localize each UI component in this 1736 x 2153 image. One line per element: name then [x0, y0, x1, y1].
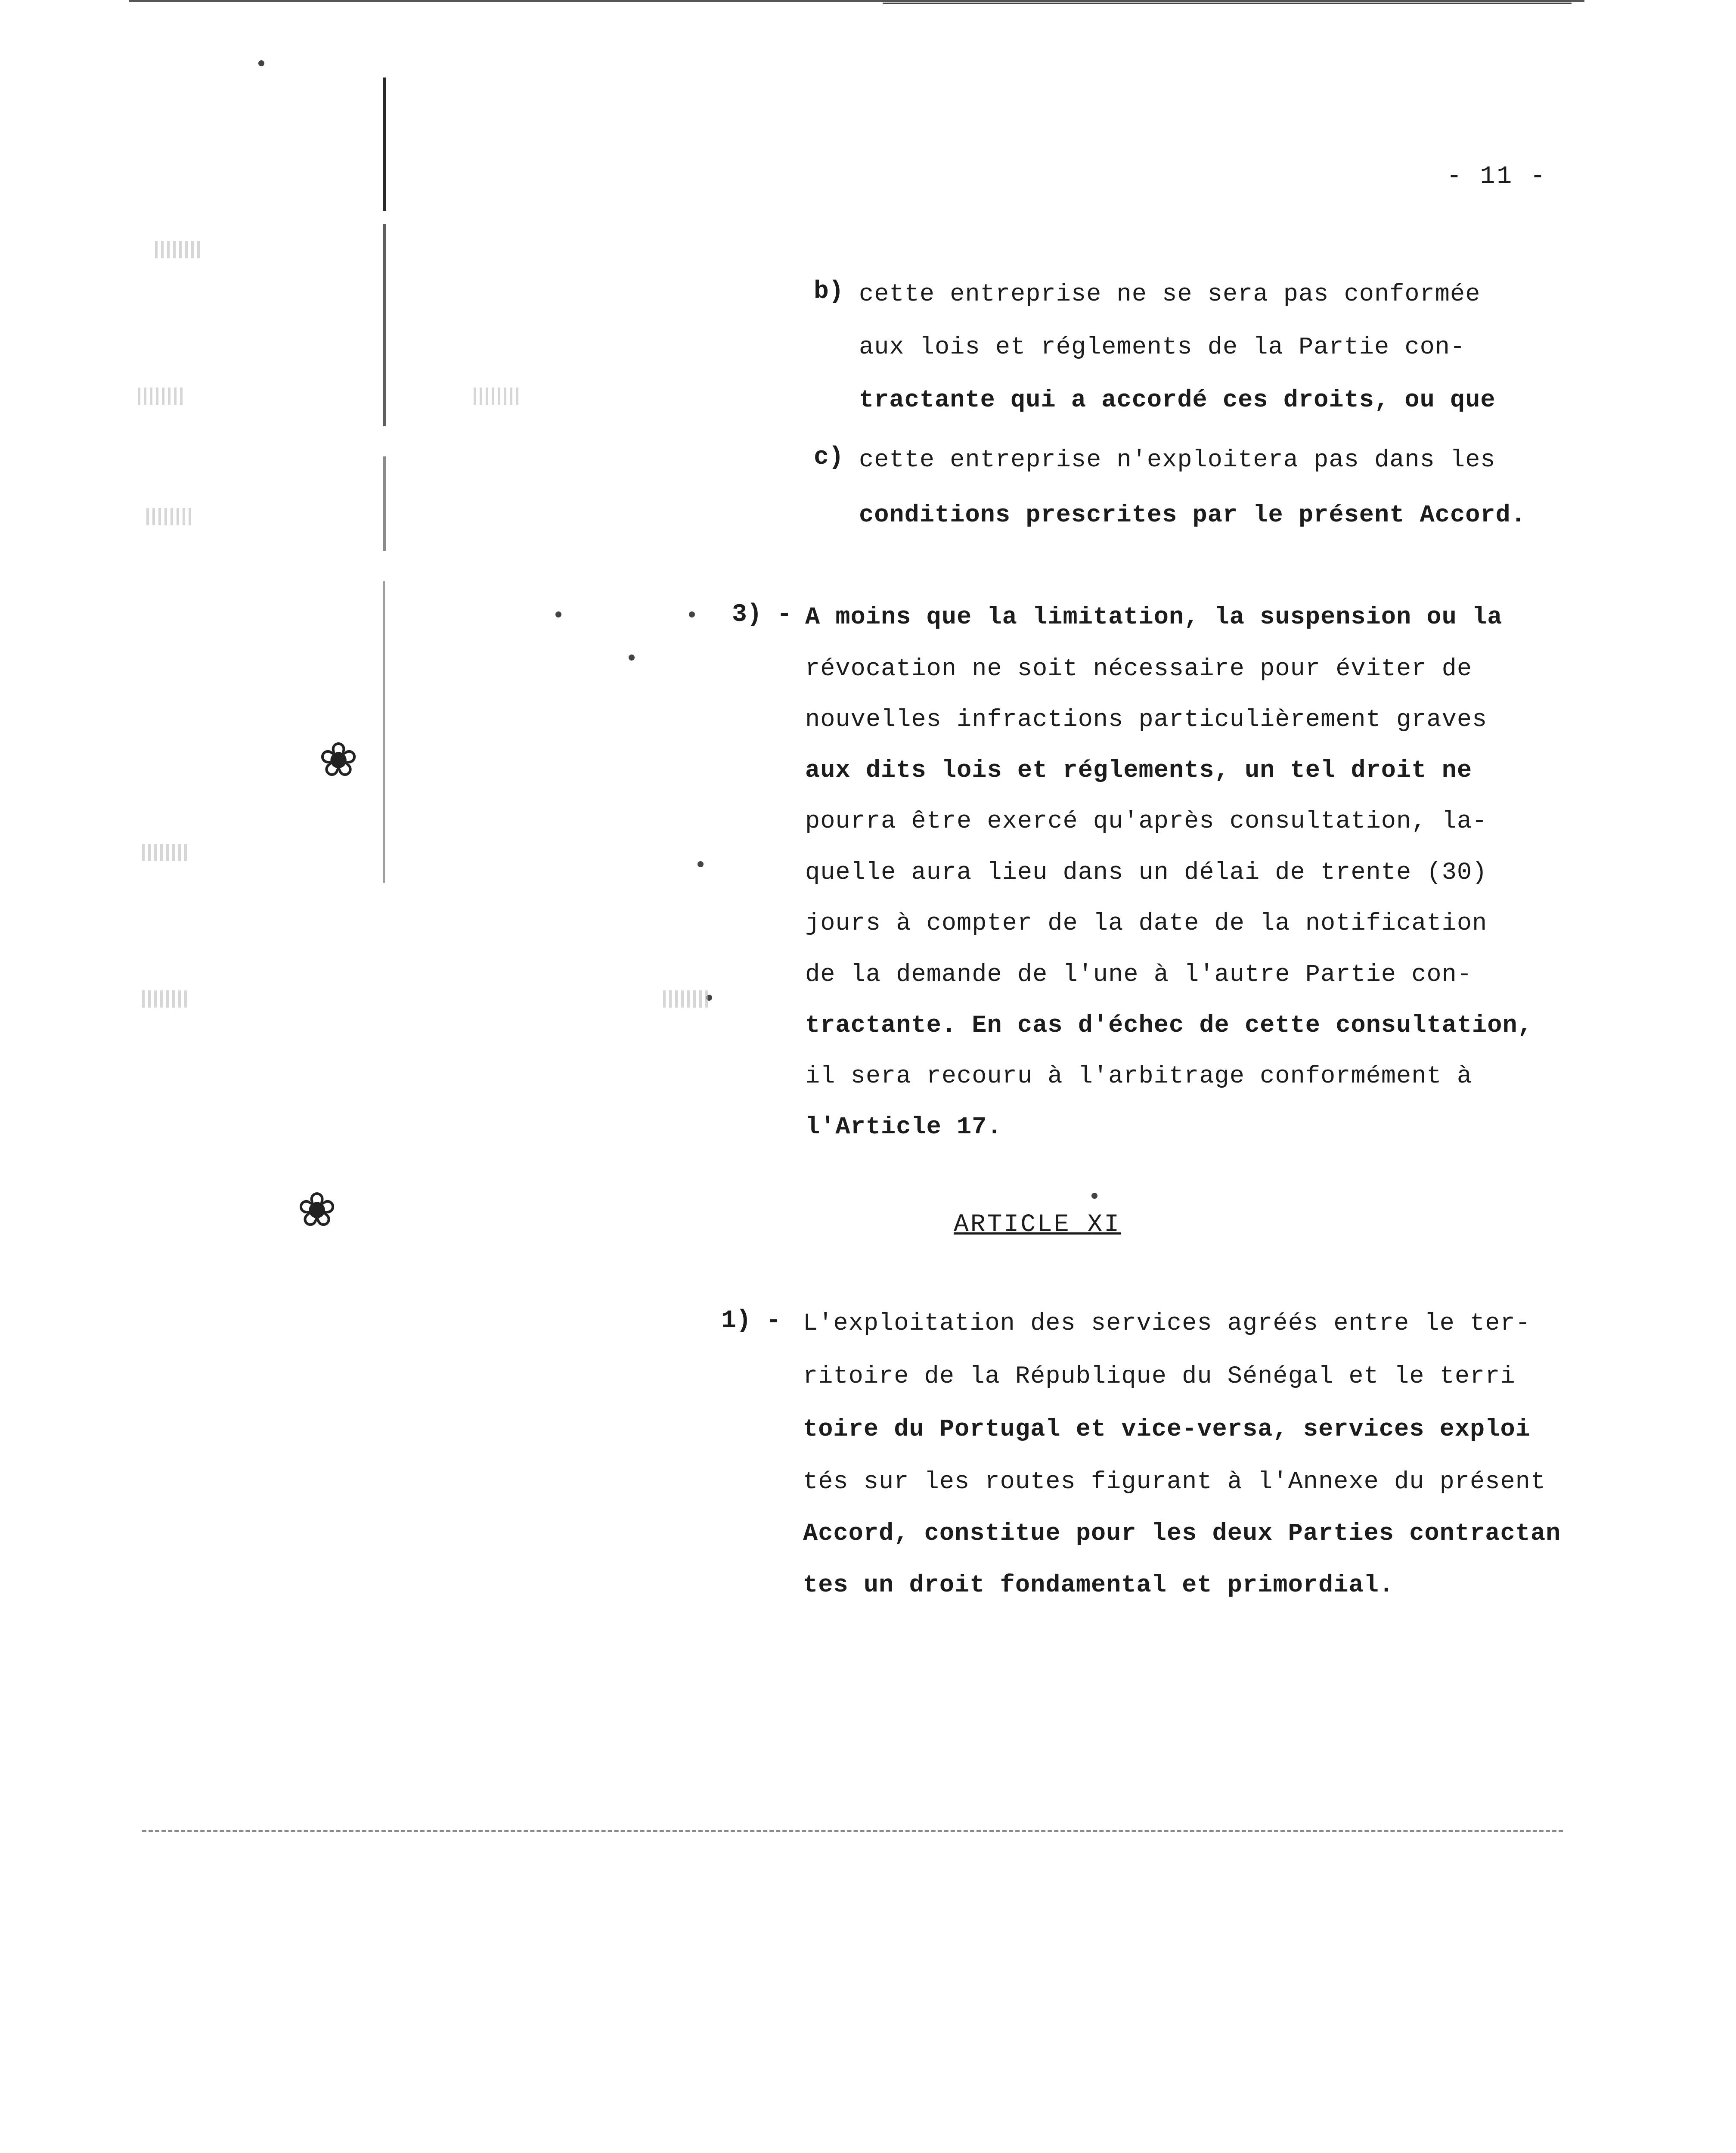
paragraph-1-line: tés sur les routes figurant à l'Annexe du présent	[803, 1468, 1546, 1496]
paragraph-3-line: quelle aura lieu dans un délai de trente (30)	[805, 859, 1488, 887]
paragraph-3-line: il sera recouru à l'arbitrage conformément à	[805, 1063, 1472, 1090]
scan-bottom-edge-line	[142, 1830, 1563, 1832]
scan-noise	[138, 388, 185, 405]
paragraph-3-line: jours à compter de la date de la notification	[805, 910, 1488, 937]
page-number: - 11 -	[1447, 163, 1547, 191]
paragraph-1-line: ritoire de la République du Sénégal et le terri	[803, 1363, 1516, 1390]
item-c-line: conditions prescrites par le présent Accord.	[859, 502, 1526, 529]
paragraph-1-line: L'exploitation des services agréés entre le ter-	[803, 1310, 1531, 1337]
scan-noise	[142, 990, 189, 1008]
item-c-line: cette entreprise n'exploitera pas dans les	[859, 447, 1496, 474]
scan-speck	[698, 861, 704, 867]
paragraph-3-line: l'Article 17.	[805, 1114, 1002, 1141]
paragraph-3-marker: 3) -	[732, 601, 792, 629]
binding-edge-mark	[383, 224, 386, 426]
paragraph-1-marker: 1) -	[721, 1307, 781, 1335]
scan-speck	[689, 611, 695, 617]
scan-speck	[629, 655, 635, 661]
scan-top-edge-line-secondary	[883, 3, 1572, 4]
scan-speck	[1091, 1193, 1097, 1199]
item-marker-b: b)	[814, 278, 844, 306]
binding-edge-mark	[383, 581, 385, 883]
item-marker-c: c)	[814, 444, 844, 472]
paragraph-1-line: Accord, constitue pour les deux Parties contractan	[803, 1520, 1561, 1548]
paragraph-3-line: nouvelles infractions particulièrement graves	[805, 706, 1488, 734]
scan-noise	[663, 990, 710, 1008]
article-heading: ARTICLE XI	[954, 1211, 1121, 1239]
scan-speck	[258, 60, 264, 66]
paragraph-3-line: tractante. En cas d'échec de cette consultation,	[805, 1012, 1533, 1039]
scan-speck	[555, 611, 561, 617]
item-b-line: aux lois et réglements de la Partie con-	[859, 334, 1466, 361]
scan-noise	[146, 508, 194, 525]
scan-top-edge-line	[129, 0, 1584, 2]
paragraph-3-line: révocation ne soit nécessaire pour éviter de	[805, 655, 1472, 683]
punch-hole-mark-icon: ❀	[297, 1182, 337, 1237]
binding-edge-mark	[383, 456, 386, 551]
scan-noise	[155, 241, 202, 258]
paragraph-3-line: de la demande de l'une à l'autre Partie con-	[805, 961, 1472, 989]
punch-hole-mark-icon: ❀	[319, 732, 359, 787]
paragraph-3-line: A moins que la limitation, la suspension ou la	[805, 604, 1503, 631]
scan-noise	[142, 844, 189, 861]
paragraph-1-line: tes un droit fondamental et primordial.	[803, 1572, 1395, 1599]
binding-edge-mark	[383, 78, 386, 211]
item-b-line: cette entreprise ne se sera pas conformée	[859, 281, 1481, 308]
paragraph-3-line: pourra être exercé qu'après consultation, la-	[805, 808, 1488, 835]
paragraph-1-line: toire du Portugal et vice-versa, services exploi	[803, 1416, 1531, 1443]
paragraph-3-line: aux dits lois et réglements, un tel droit ne	[805, 757, 1472, 785]
item-b-line: tractante qui a accordé ces droits, ou que	[859, 387, 1496, 414]
scan-noise	[474, 388, 521, 405]
